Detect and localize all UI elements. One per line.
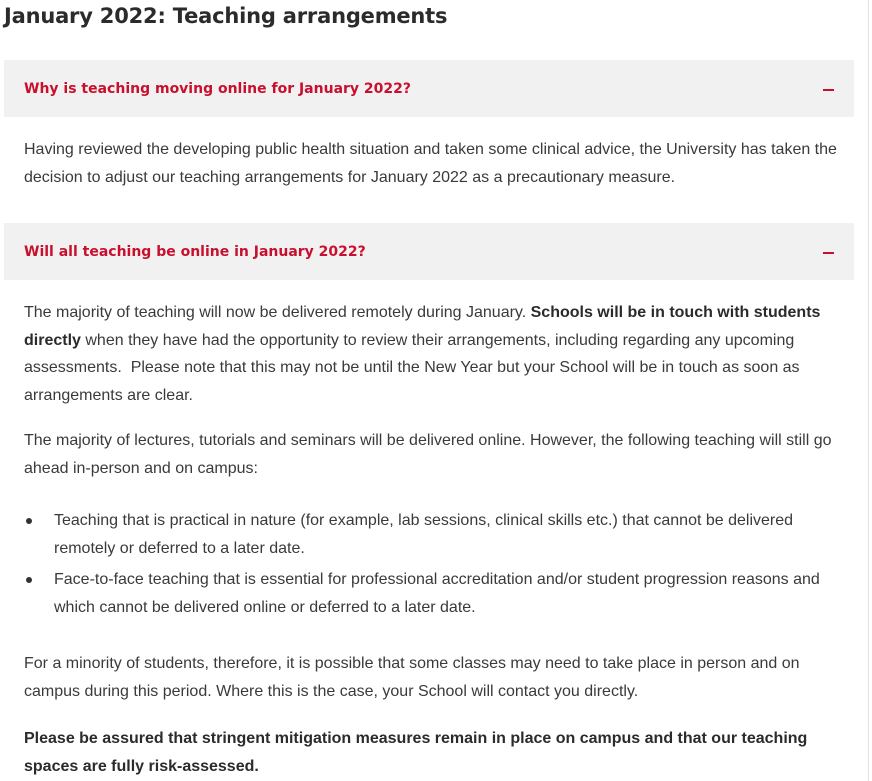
minus-icon[interactable] — [823, 252, 834, 254]
accordion-answer: Having reviewed the developing public health situation and taken some clinical advice, the University has taken the decision to adjust our teaching arrangements for January 2022 as a precautionary measure. — [24, 141, 837, 186]
bullet-icon — [26, 518, 32, 524]
minus-icon[interactable] — [823, 89, 834, 91]
accordion-header-all-online[interactable] — [4, 223, 854, 280]
answer-paragraph-bold: Please be assured that stringent mitigation measures remain in place on campus and that our teaching spaces are fully risk-assessed. — [24, 730, 808, 775]
list-item — [24, 566, 839, 621]
answer-emphasis: Schools will be in touch with students directly — [24, 304, 821, 349]
page-title: January 2022: Teaching arrangements — [4, 4, 448, 28]
accordion-question: Will all teaching be online in January 2022? — [24, 243, 366, 260]
list-item-text: Teaching that is practical in nature (for example, lab sessions, clinical skills etc.) that cannot be delivered remotely or deferred to a later date. — [54, 512, 794, 557]
content-border — [868, 0, 869, 781]
bullet-list — [24, 507, 839, 625]
answer-text: The majority of teaching will now be delivered remotely during January. — [24, 304, 531, 321]
list-item-text: Face-to-face teaching that is essential for professional accreditation and/or student progression reasons and which cannot be delivered online or deferred to a later date. — [54, 571, 820, 616]
answer-paragraph — [24, 299, 839, 409]
answer-text: when they have had the opportunity to review their arrangements, including regarding any upcoming assessments. Please note that this may not be until the New Year but your School will be in touch as soon as arrangements are clear. — [24, 331, 800, 404]
accordion-question: Why is teaching moving online for January 2022? — [24, 80, 412, 97]
bullet-icon — [26, 577, 32, 583]
answer-paragraph: For a minority of students, therefore, it is possible that some classes may need to take place in person and on campus during this period. Where this is the case, your School will contact you directly. — [24, 655, 800, 700]
accordion-header-why-online[interactable] — [4, 60, 854, 117]
list-item — [24, 507, 839, 562]
answer-paragraph: The majority of lectures, tutorials and seminars will be delivered online. However, the following teaching will still go ahead in-person and on campus: — [24, 432, 832, 477]
